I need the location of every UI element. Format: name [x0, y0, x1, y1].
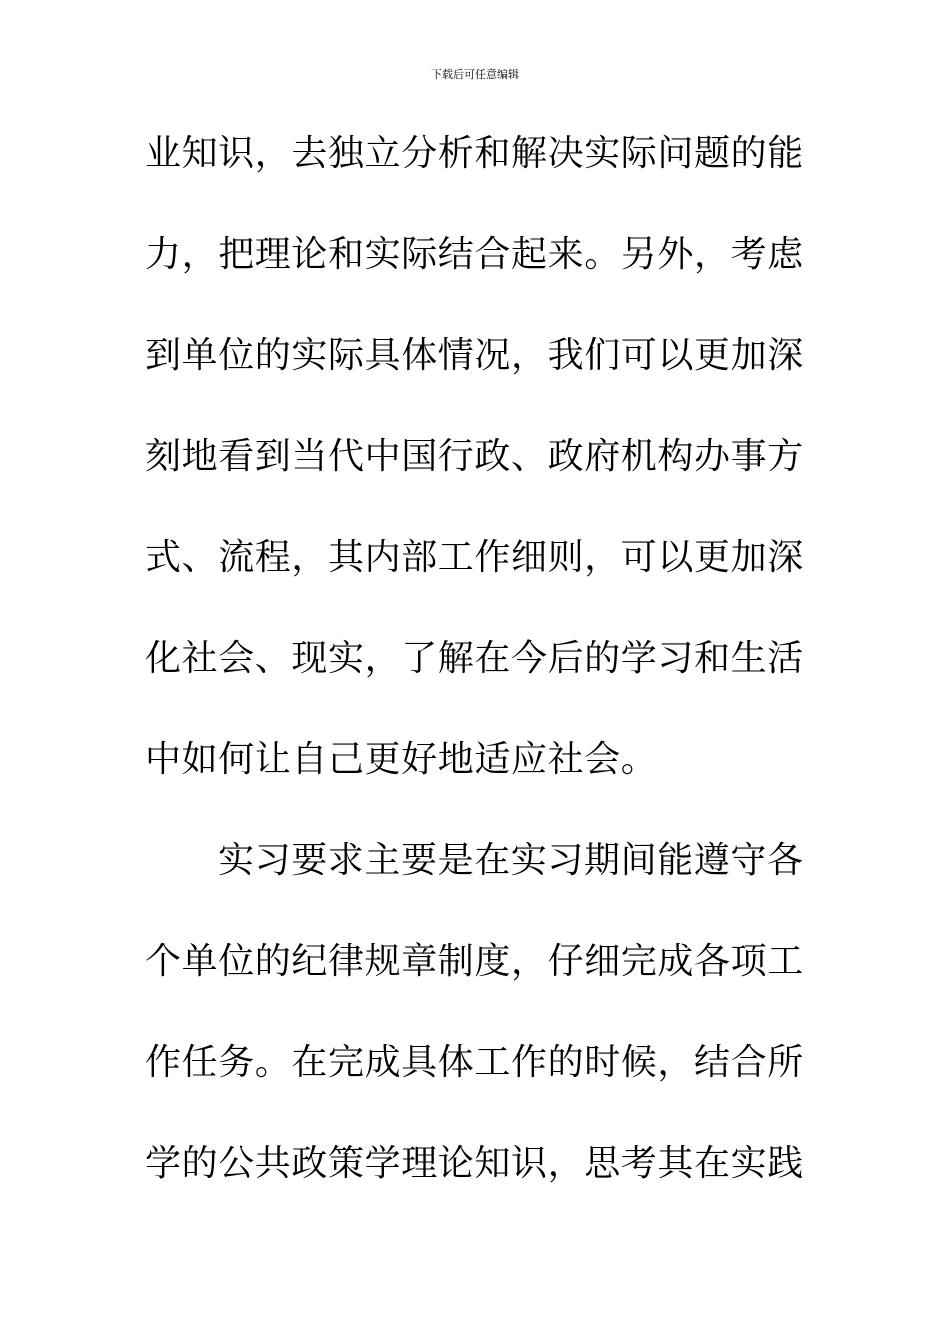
text-line-2: 力，把理论和实际结合起来。另外，考虑 — [145, 234, 804, 275]
text-line-11: 学的公共政策学理论知识，思考其在实践 — [145, 1143, 804, 1184]
text-line-9: 个单位的纪律规章制度，仔细完成各项工 — [145, 941, 804, 982]
text-line-3: 到单位的实际具体情况，我们可以更加深 — [145, 335, 804, 376]
text-line-4: 刻地看到当代中国行政、政府机构办事方 — [145, 436, 804, 477]
text-line-7: 中如何让自己更好地适应社会。 — [145, 739, 658, 780]
text-line-5: 式、流程，其内部工作细则，可以更加深 — [145, 537, 804, 578]
text-line-10: 作任务。在完成具体工作的时候，结合所 — [145, 1042, 804, 1083]
text-line-6: 化社会、现实，了解在今后的学习和生活 — [145, 638, 804, 679]
paragraph-2-first-line: 实习要求主要是在实习期间能遵守各 — [218, 840, 804, 881]
text-line-1: 业知识，去独立分析和解决实际问题的能 — [145, 133, 804, 174]
page-header-note: 下载后可任意编辑 — [431, 68, 519, 81]
body-text — [145, 124, 815, 1235]
